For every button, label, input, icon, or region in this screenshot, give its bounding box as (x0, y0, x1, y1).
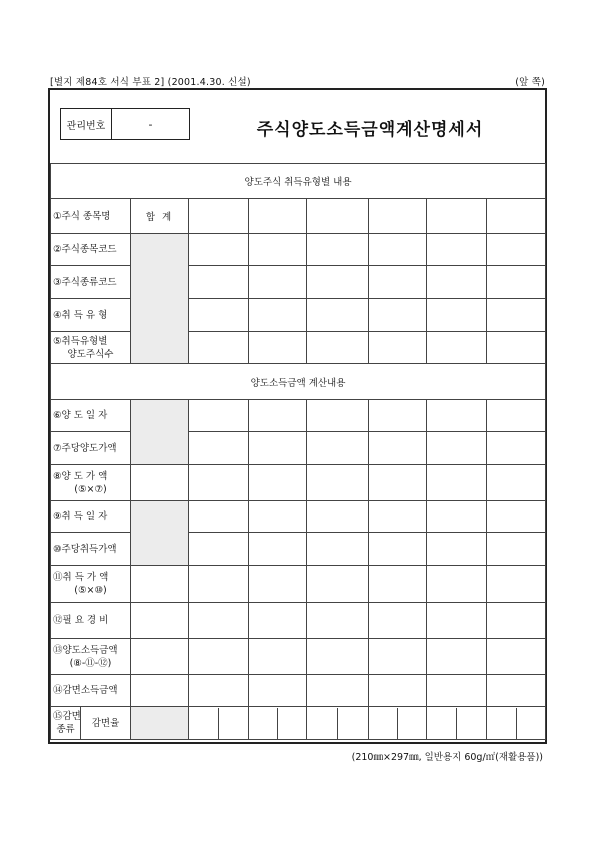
input-cell[interactable] (189, 400, 249, 432)
reduction-type-cell[interactable] (307, 708, 338, 739)
input-cell[interactable] (307, 533, 369, 566)
input-cell[interactable] (189, 332, 249, 364)
total-cell[interactable] (131, 603, 189, 639)
row-label-line: 종류 (56, 724, 75, 735)
input-cell[interactable] (427, 465, 487, 501)
input-cell[interactable] (487, 603, 546, 639)
management-number-field[interactable]: - (148, 117, 153, 131)
input-cell[interactable] (369, 299, 427, 332)
input-cell[interactable] (427, 266, 487, 299)
input-cell[interactable] (427, 332, 487, 364)
table-row (51, 465, 546, 501)
total-cell[interactable] (131, 675, 189, 707)
input-cell[interactable] (487, 675, 546, 707)
input-cell[interactable] (249, 566, 307, 603)
table-row (51, 234, 546, 266)
input-cell[interactable] (427, 533, 487, 566)
paper-spec: (210㎜×297㎜, 일반용지 60g/㎡(재활용품)) (351, 752, 543, 763)
input-cell[interactable] (307, 465, 369, 501)
split-cell (189, 707, 249, 740)
split-cell (487, 707, 546, 740)
total-cell[interactable] (131, 639, 189, 675)
input-cell[interactable] (249, 465, 307, 501)
input-cell[interactable] (249, 400, 307, 432)
row-label-line: (⑧-⑪-⑫) (69, 657, 112, 669)
table-row (51, 332, 546, 364)
input-cell[interactable] (249, 603, 307, 639)
input-cell[interactable] (369, 603, 427, 639)
row-label-transfer-price-per-share: ⑦주당양도가액 (51, 432, 131, 465)
row-label-necessary-expenses: ⑫필 요 경 비 (51, 603, 131, 639)
shaded-cell (131, 234, 189, 364)
row-label-transfer-price (51, 465, 131, 501)
input-cell[interactable] (249, 533, 307, 566)
calculation-table (50, 163, 546, 740)
management-number-box (60, 108, 190, 140)
row-label-line: ⑪취 득 가 액 (53, 572, 109, 583)
input-cell[interactable] (249, 432, 307, 465)
split-cell (427, 707, 487, 740)
section-calculation: 양도소득금액 계산내용 (51, 364, 546, 400)
input-cell[interactable] (369, 566, 427, 603)
row-label-reduction-rate: 감면율 (81, 707, 131, 740)
input-cell[interactable] (369, 332, 427, 364)
table-row (51, 266, 546, 299)
reduction-rate-cell[interactable] (457, 708, 486, 739)
row-label-line: (⑤×⑦) (74, 483, 107, 495)
input-cell[interactable] (487, 501, 546, 533)
reduction-rate-cell[interactable] (219, 708, 248, 739)
input-cell[interactable] (369, 400, 427, 432)
input-cell[interactable] (189, 234, 249, 266)
total-header: 합 계 (131, 199, 189, 234)
input-cell[interactable] (249, 299, 307, 332)
input-cell[interactable] (369, 533, 427, 566)
input-cell[interactable] (307, 501, 369, 533)
reduction-rate-cell[interactable] (278, 708, 306, 739)
input-cell[interactable] (249, 234, 307, 266)
row-label-line: ⑮감면 (53, 711, 81, 722)
page-side-label: (앞 쪽) (515, 77, 545, 88)
reduction-type-cell[interactable] (189, 708, 219, 739)
reduction-type-cell[interactable] (487, 708, 517, 739)
form-title: 주식양도소득금액계산명세서 (256, 120, 484, 140)
input-cell[interactable] (369, 501, 427, 533)
input-cell[interactable] (369, 639, 427, 675)
input-cell[interactable] (249, 332, 307, 364)
input-cell[interactable] (427, 199, 487, 234)
row-label-line: ⑧양 도 가 액 (53, 470, 108, 482)
row-label-stock-code: ②주식종목코드 (51, 234, 131, 266)
input-cell[interactable] (427, 566, 487, 603)
input-cell[interactable] (189, 675, 249, 707)
split-cell (307, 707, 369, 740)
table-row (51, 675, 546, 707)
row-label-reduced-income: ⑭감면소득금액 (51, 675, 131, 707)
input-cell[interactable] (369, 199, 427, 234)
input-cell[interactable] (487, 234, 546, 266)
row-label-shares-by-type (51, 332, 131, 364)
input-cell[interactable] (307, 299, 369, 332)
reduction-rate-cell[interactable] (517, 708, 546, 739)
shaded-cell (131, 707, 189, 740)
input-cell[interactable] (189, 603, 249, 639)
table-row (51, 299, 546, 332)
row-label-line: ⑤취득유형별 (53, 335, 108, 347)
row-label-acquisition-type: ④취 득 유 형 (51, 299, 131, 332)
input-cell[interactable] (487, 566, 546, 603)
input-cell[interactable] (307, 332, 369, 364)
input-cell[interactable] (427, 299, 487, 332)
reduction-type-cell[interactable] (369, 708, 398, 739)
reduction-type-cell[interactable] (427, 708, 457, 739)
input-cell[interactable] (307, 639, 369, 675)
input-cell[interactable] (189, 432, 249, 465)
table-row (51, 639, 546, 675)
input-cell[interactable] (189, 639, 249, 675)
input-cell[interactable] (487, 199, 546, 234)
row-label-reduction-type (51, 707, 81, 740)
section-acquisition: 양도주식 취득유형별 내용 (51, 164, 546, 199)
split-cell (249, 707, 307, 740)
input-cell[interactable] (427, 501, 487, 533)
table-row (51, 603, 546, 639)
input-cell[interactable] (307, 266, 369, 299)
input-cell[interactable] (427, 675, 487, 707)
input-cell[interactable] (307, 432, 369, 465)
table-row (51, 566, 546, 603)
input-cell[interactable] (427, 400, 487, 432)
input-cell[interactable] (369, 266, 427, 299)
table-row (51, 400, 546, 432)
input-cell[interactable] (249, 639, 307, 675)
input-cell[interactable] (307, 199, 369, 234)
input-cell[interactable] (249, 266, 307, 299)
table-row (51, 432, 546, 465)
input-cell[interactable] (487, 533, 546, 566)
input-cell[interactable] (307, 400, 369, 432)
input-cell[interactable] (427, 603, 487, 639)
input-cell[interactable] (307, 675, 369, 707)
split-cell (369, 707, 427, 740)
input-cell[interactable] (189, 533, 249, 566)
table-row (51, 501, 546, 533)
input-cell[interactable] (249, 675, 307, 707)
input-cell[interactable] (487, 465, 546, 501)
input-cell[interactable] (487, 299, 546, 332)
section-row (51, 364, 546, 400)
input-cell[interactable] (487, 266, 546, 299)
shaded-cell (131, 501, 189, 566)
total-cell[interactable] (131, 566, 189, 603)
input-cell[interactable] (189, 566, 249, 603)
input-cell[interactable] (487, 332, 546, 364)
table-row (51, 707, 546, 740)
input-cell[interactable] (369, 234, 427, 266)
row-label-acquisition-date: ⑨취 득 일 자 (51, 501, 131, 533)
reduction-rate-cell[interactable] (398, 708, 426, 739)
input-cell[interactable] (189, 266, 249, 299)
shaded-cell (131, 400, 189, 465)
input-cell[interactable] (487, 639, 546, 675)
input-cell[interactable] (369, 432, 427, 465)
input-cell[interactable] (307, 566, 369, 603)
input-cell[interactable] (307, 234, 369, 266)
input-cell[interactable] (427, 432, 487, 465)
input-cell[interactable] (427, 639, 487, 675)
form-reference: [별지 제84호 서식 부표 2] (2001.4.30. 신설) (50, 77, 251, 88)
row-label-line: 양도주식수 (67, 348, 114, 360)
row-label-line: (⑤×⑩) (74, 585, 107, 596)
input-cell[interactable] (307, 603, 369, 639)
input-cell[interactable] (189, 299, 249, 332)
table-row (51, 533, 546, 566)
input-cell[interactable] (487, 432, 546, 465)
input-cell[interactable] (487, 400, 546, 432)
reduction-type-cell[interactable] (249, 708, 278, 739)
input-cell[interactable] (189, 199, 249, 234)
row-label-acquisition-price-per-share: ⑩주당취득가액 (51, 533, 131, 566)
input-cell[interactable] (249, 199, 307, 234)
reduction-rate-cell[interactable] (338, 708, 368, 739)
input-cell[interactable] (369, 675, 427, 707)
management-number-label: 관리번호 (61, 109, 112, 139)
input-cell[interactable] (369, 465, 427, 501)
input-cell[interactable] (189, 465, 249, 501)
row-label-transfer-income (51, 639, 131, 675)
row-label-stock-type-code: ③주식종류코드 (51, 266, 131, 299)
section-row (51, 164, 546, 199)
input-cell[interactable] (427, 234, 487, 266)
row-label-acquisition-price (51, 566, 131, 603)
table-row (51, 199, 546, 234)
row-label-transfer-date: ⑥양 도 일 자 (51, 400, 131, 432)
total-cell[interactable] (131, 465, 189, 501)
row-label-stock-name: ①주식 종목명 (51, 199, 131, 234)
input-cell[interactable] (189, 501, 249, 533)
input-cell[interactable] (249, 501, 307, 533)
row-label-line: ⑬양도소득금액 (53, 644, 118, 656)
